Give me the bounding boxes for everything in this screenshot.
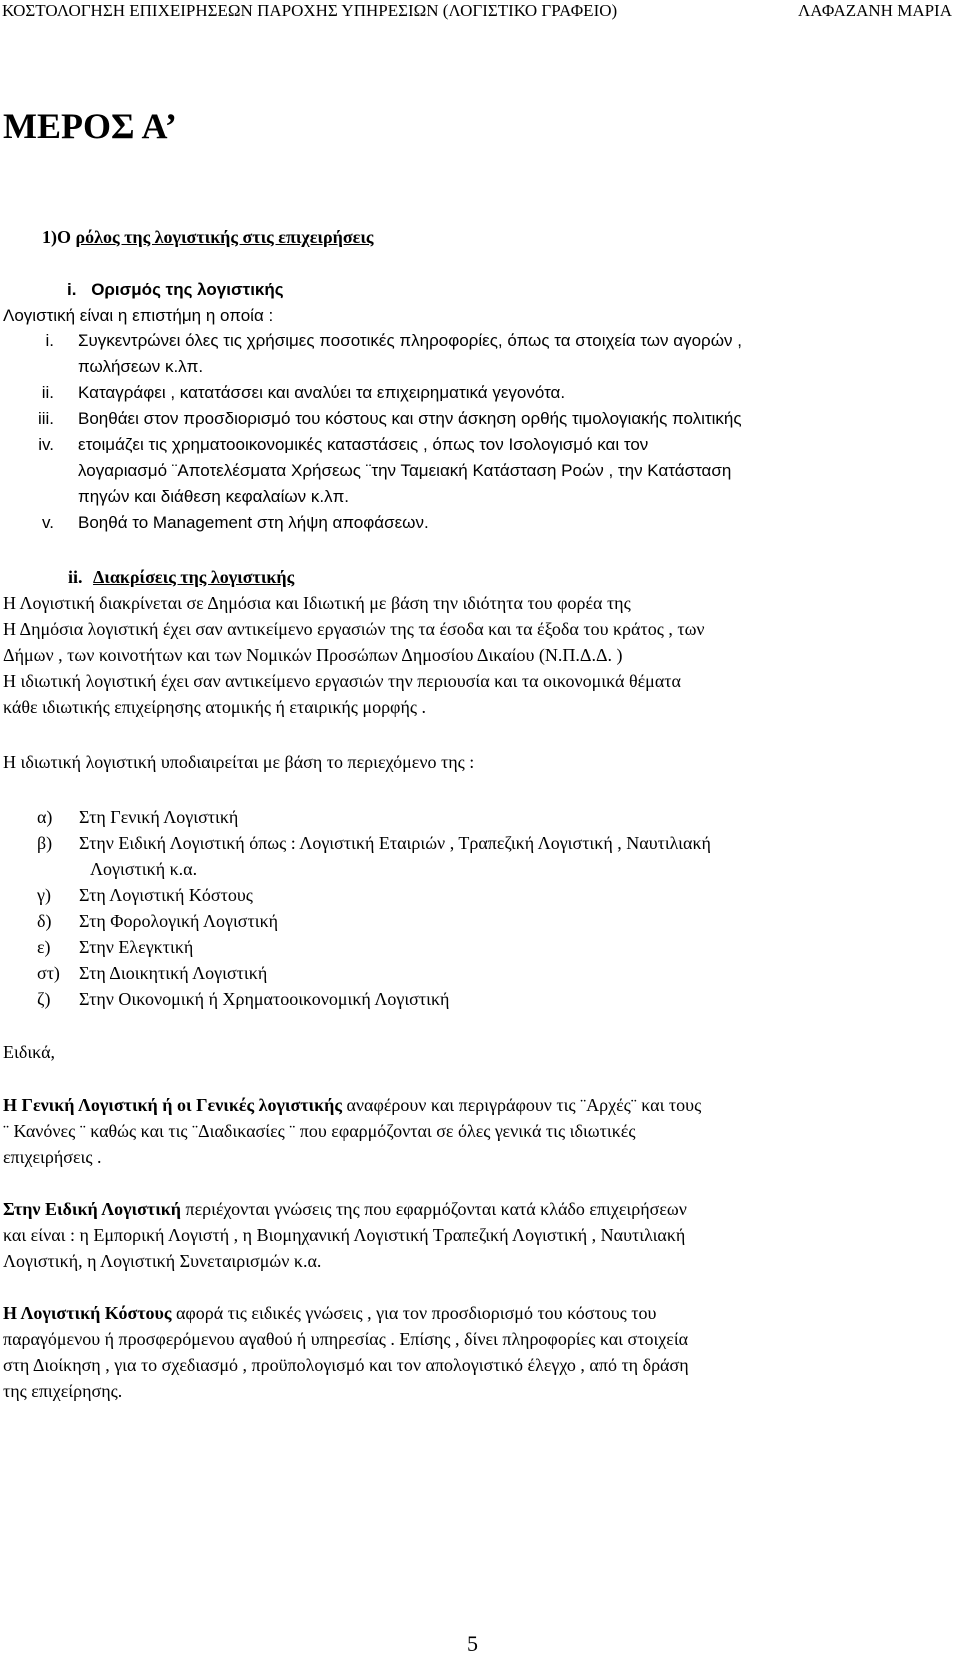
subdivision-intro: Η ιδιωτική λογιστική υποδιαιρείται με βάση το περιεχόμενο της : — [3, 752, 475, 772]
subsection-heading-distinctions — [68, 564, 294, 591]
subsection-number: ii. — [68, 567, 83, 587]
paragraph-text: αναφέρουν και περιγράφουν τις ¨Αρχές¨ και τους — [341, 1095, 702, 1115]
definition-intro: Λογιστική είναι η επιστήμη η οποία : — [3, 306, 274, 325]
list-number: v. — [42, 513, 54, 532]
subsection-title: Ορισμός της λογιστικής — [91, 280, 284, 299]
page-header — [2, 0, 952, 24]
list-item-line: Βοηθά το Management στη λήψη αποφάσεων. — [78, 513, 429, 532]
branch-line: Στην Ειδική Λογιστική όπως : Λογιστική Εταιριών , Τραπεζική Λογιστική , Ναυτιλιακή — [79, 833, 711, 853]
list-item-line: λογαριασμό ¨Αποτελέσματα Χρήσεως ¨την Ταμειακή Κατάσταση Ροών , την Κατάσταση — [78, 461, 732, 480]
branch-line: Στην Οικονομική ή Χρηματοοικονομική Λογιστική — [79, 989, 450, 1009]
branch-line: Λογιστική κ.α. — [90, 859, 198, 879]
paragraph-line: και είναι : η Εμπορική Λογιστή , η Βιομηχανική Λογιστική Τραπεζική Λογιστική , Ναυτιλιακή — [3, 1225, 686, 1245]
section-heading — [42, 224, 374, 251]
branch-number: α) — [37, 807, 53, 827]
paragraph-line: παραγόμενου ή προσφερόμενου αγαθού ή υπηρεσίας . Επίσης , δίνει πληροφορίες και στοιχεία — [3, 1329, 689, 1349]
branch-number: στ) — [37, 963, 60, 983]
subsection-heading-definition — [67, 276, 284, 303]
paragraph-line: Η Λογιστική διακρίνεται σε Δημόσια και Ιδιωτική με βάση την ιδιότητα του φορέα της — [3, 593, 631, 613]
paragraph-line — [3, 1196, 687, 1223]
section-number: 1)Ο — [42, 227, 76, 247]
term-cost-accounting: Η Λογιστική Κόστους — [3, 1303, 172, 1323]
list-item-line: Βοηθάει στον προσδιορισμό του κόστους και στην άσκηση ορθής τιμολογιακής πολιτικής — [78, 409, 742, 428]
list-item-line: ετοιμάζει τις χρηματοοικονομικές καταστάσεις , όπως τον Ισολογισμό και τον — [78, 435, 649, 454]
paragraph-text: αφορά τις ειδικές γνώσεις , για τον προσδιορισμό του κόστους του — [171, 1303, 657, 1323]
term-special-accounting: Στην Ειδική Λογιστική — [3, 1199, 181, 1219]
paragraph-line: επιχειρήσεις . — [3, 1147, 102, 1167]
paragraph-line — [3, 1300, 656, 1327]
branch-line: Στη Φορολογική Λογιστική — [79, 911, 279, 931]
paragraph-line: στη Διοίκηση , για το σχεδιασμό , προϋπολογισμό και τον απολογιστικό έλεγχο , από τη δράση — [3, 1355, 689, 1375]
list-item-line: Συγκεντρώνει όλες τις χρήσιμες ποσοτικές πληροφορίες, όπως τα στοιχεία των αγορών , — [78, 331, 742, 350]
branch-line: Στην Ελεγκτική — [79, 937, 194, 957]
branch-line: Στη Λογιστική Κόστους — [79, 885, 253, 905]
paragraph-line: ¨ Κανόνες ¨ καθώς και τις ¨Διαδικασίες ¨ που εφαρμόζονται σε όλες γενικά τις ιδιωτικές — [3, 1121, 636, 1141]
subsection-title: Διακρίσεις της λογιστικής — [93, 567, 295, 587]
part-title: ΜΕΡΟΣ Α’ — [3, 106, 177, 146]
list-number: iii. — [37, 409, 54, 428]
section-title: ρόλος της λογιστικής στις επιχειρήσεις — [75, 227, 374, 247]
list-number: i. — [45, 331, 54, 350]
paragraph-line: Λογιστική, η Λογιστική Συνεταιρισμών κ.α. — [3, 1251, 322, 1271]
subsection-number: i. — [67, 280, 77, 299]
page-number: 5 — [467, 1631, 478, 1656]
paragraph-line — [3, 1092, 701, 1119]
branch-number: δ) — [37, 911, 52, 931]
paragraph-line: της επιχείρησης. — [3, 1381, 123, 1401]
paragraph-text: περιέχονται γνώσεις της που εφαρμόζονται κατά κλάδο επιχειρήσεων — [181, 1199, 687, 1219]
header-author: ΛΑΦΑΖΑΝΗ ΜΑΡΙΑ — [797, 1, 952, 20]
list-item-line: πωλήσεων κ.λπ. — [78, 357, 204, 376]
list-number: iv. — [38, 435, 54, 454]
branch-number: ζ) — [37, 989, 51, 1009]
term-general-accounting: Η Γενική Λογιστική ή οι Γενικές λογιστικής — [3, 1095, 342, 1115]
branch-line: Στη Διοικητική Λογιστική — [79, 963, 268, 983]
paragraph-line: Η ιδιωτική λογιστική έχει σαν αντικείμενο εργασιών την περιουσία και τα οικονομικά θέματα — [3, 671, 681, 691]
list-item-line: Καταγράφει , κατατάσσει και αναλύει τα επιχειρηματικά γεγονότα. — [78, 383, 566, 402]
paragraph-line: κάθε ιδιωτικής επιχείρησης ατομικής ή εταιρικής μορφής . — [3, 697, 426, 717]
list-item-line: πηγών και διάθεση κεφαλαίων κ.λπ. — [78, 487, 350, 506]
branch-line: Στη Γενική Λογιστική — [79, 807, 239, 827]
branch-number: γ) — [37, 885, 51, 905]
paragraph-line: Δήμων , των κοινοτήτων και των Νομικών Προσώπων Δημοσίου Δικαίου (Ν.Π.Δ.Δ. ) — [3, 645, 623, 665]
specifically-label: Ειδικά, — [3, 1042, 56, 1062]
branch-number: ε) — [37, 937, 51, 957]
branch-number: β) — [37, 833, 53, 853]
paragraph-line: Η Δημόσια λογιστική έχει σαν αντικείμενο εργασιών της τα έσοδα και τα έξοδα του κράτος , των — [3, 619, 705, 639]
list-number: ii. — [41, 383, 54, 402]
header-title: ΚΟΣΤΟΛΟΓΗΣΗ ΕΠΙΧΕΙΡΗΣΕΩΝ ΠΑΡΟΧΗΣ ΥΠΗΡΕΣΙΩΝ (ΛΟΓΙΣΤΙΚΟ ΓΡΑΦΕΙΟ) — [2, 1, 618, 20]
